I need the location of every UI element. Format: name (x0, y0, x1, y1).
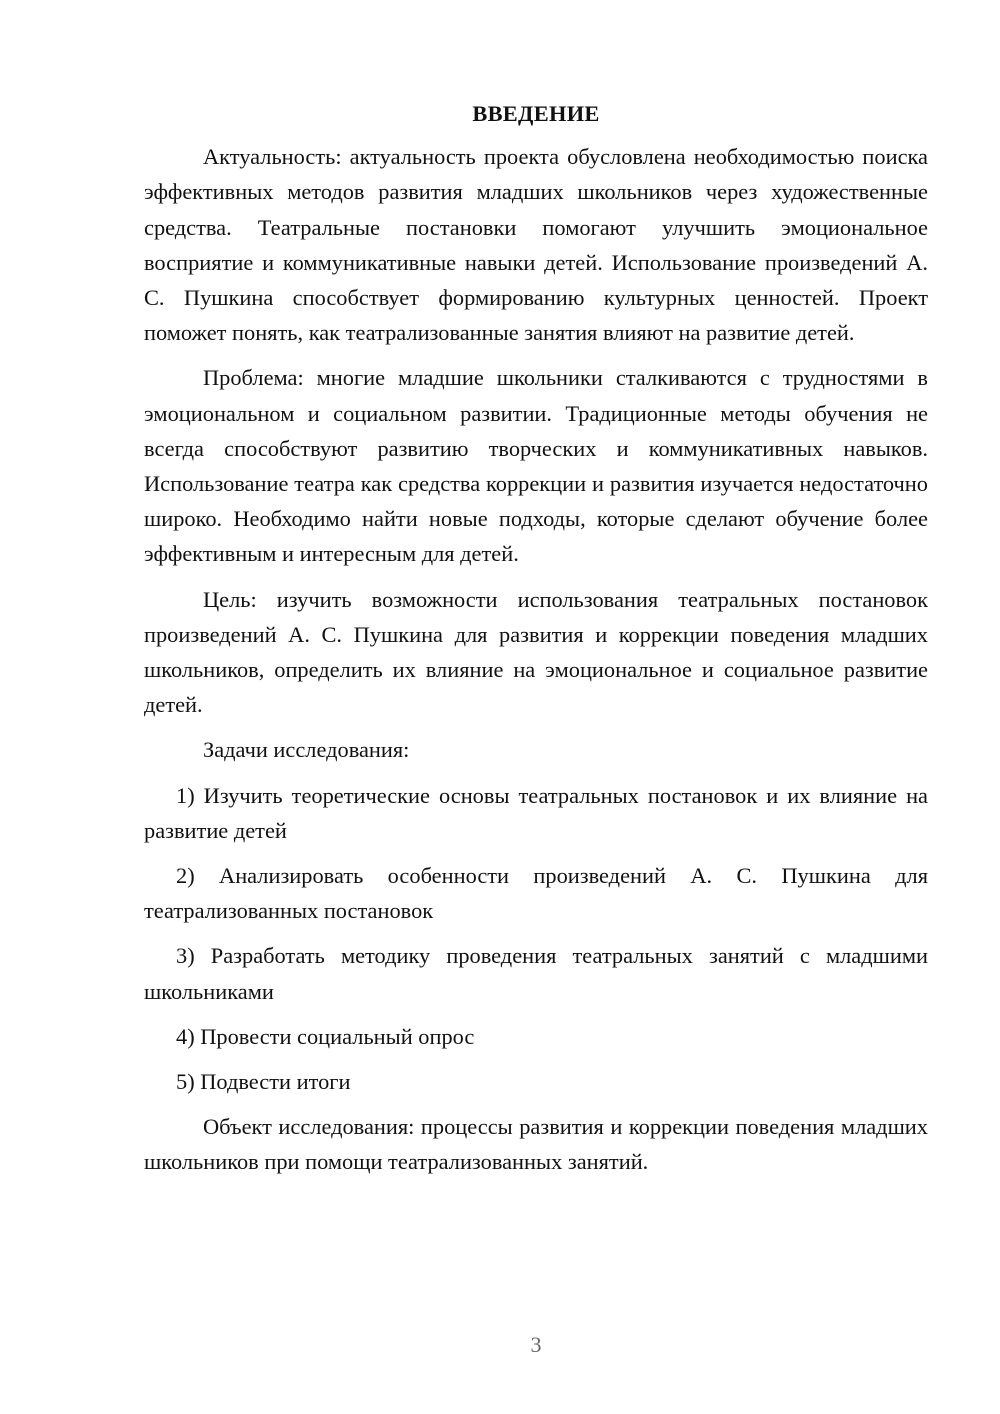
task-item-3: 3) Разработать методику проведения театральных занятий с младшими школьниками (144, 943, 928, 1004)
task-item-1: 1) Изучить теоретические основы театральных постановок и их влияние на развитие детей (144, 782, 928, 843)
task-item-4: 4) Провести социальный опрос (176, 1023, 475, 1049)
goal-paragraph: Цель: изучить возможности использования театральных постановок произведений А. С. Пушкина для развития и коррекции поведения младших школьников, определить их влияние на эмоциональное и социальное развитие детей. (144, 586, 928, 718)
tasks-heading: Задачи исследования: (203, 737, 410, 763)
page-content (144, 96, 928, 1190)
object-paragraph: Объект исследования: процессы развития и коррекции поведения младших школьников при помощи театрализованных занятий. (144, 1114, 928, 1175)
page-number: 3 (530, 1332, 542, 1357)
relevance-paragraph: Актуальность: актуальность проекта обусловлена необходимостью поиска эффективных методов развития младших школьников через художественные средства. Театральные постановки помогают улучшить эмоциональное восприятие и коммуникативные навыки детей. Использование произведений А. С. Пушкина способствует формированию культурных ценностей. Проект поможет понять, как театрализованные занятия влияют на развитие детей. (144, 144, 928, 346)
problem-paragraph: Проблема: многие младшие школьники сталкиваются с трудностями в эмоциональном и социальном развитии. Традиционные методы обучения не всегда способствуют развитию творческих и коммуникативных навыков. Использование театра как средства коррекции и развития изучается недостаточно широко. Необходимо найти новые подходы, которые сделают обучение более эффективным и интересным для детей. (144, 365, 928, 567)
task-item-2: 2) Анализировать особенности произведений А. С. Пушкина для театрализованных постановок (144, 863, 928, 924)
page-title: ВВЕДЕНИЕ (472, 101, 600, 126)
task-item-5: 5) Подвести итоги (176, 1069, 351, 1095)
